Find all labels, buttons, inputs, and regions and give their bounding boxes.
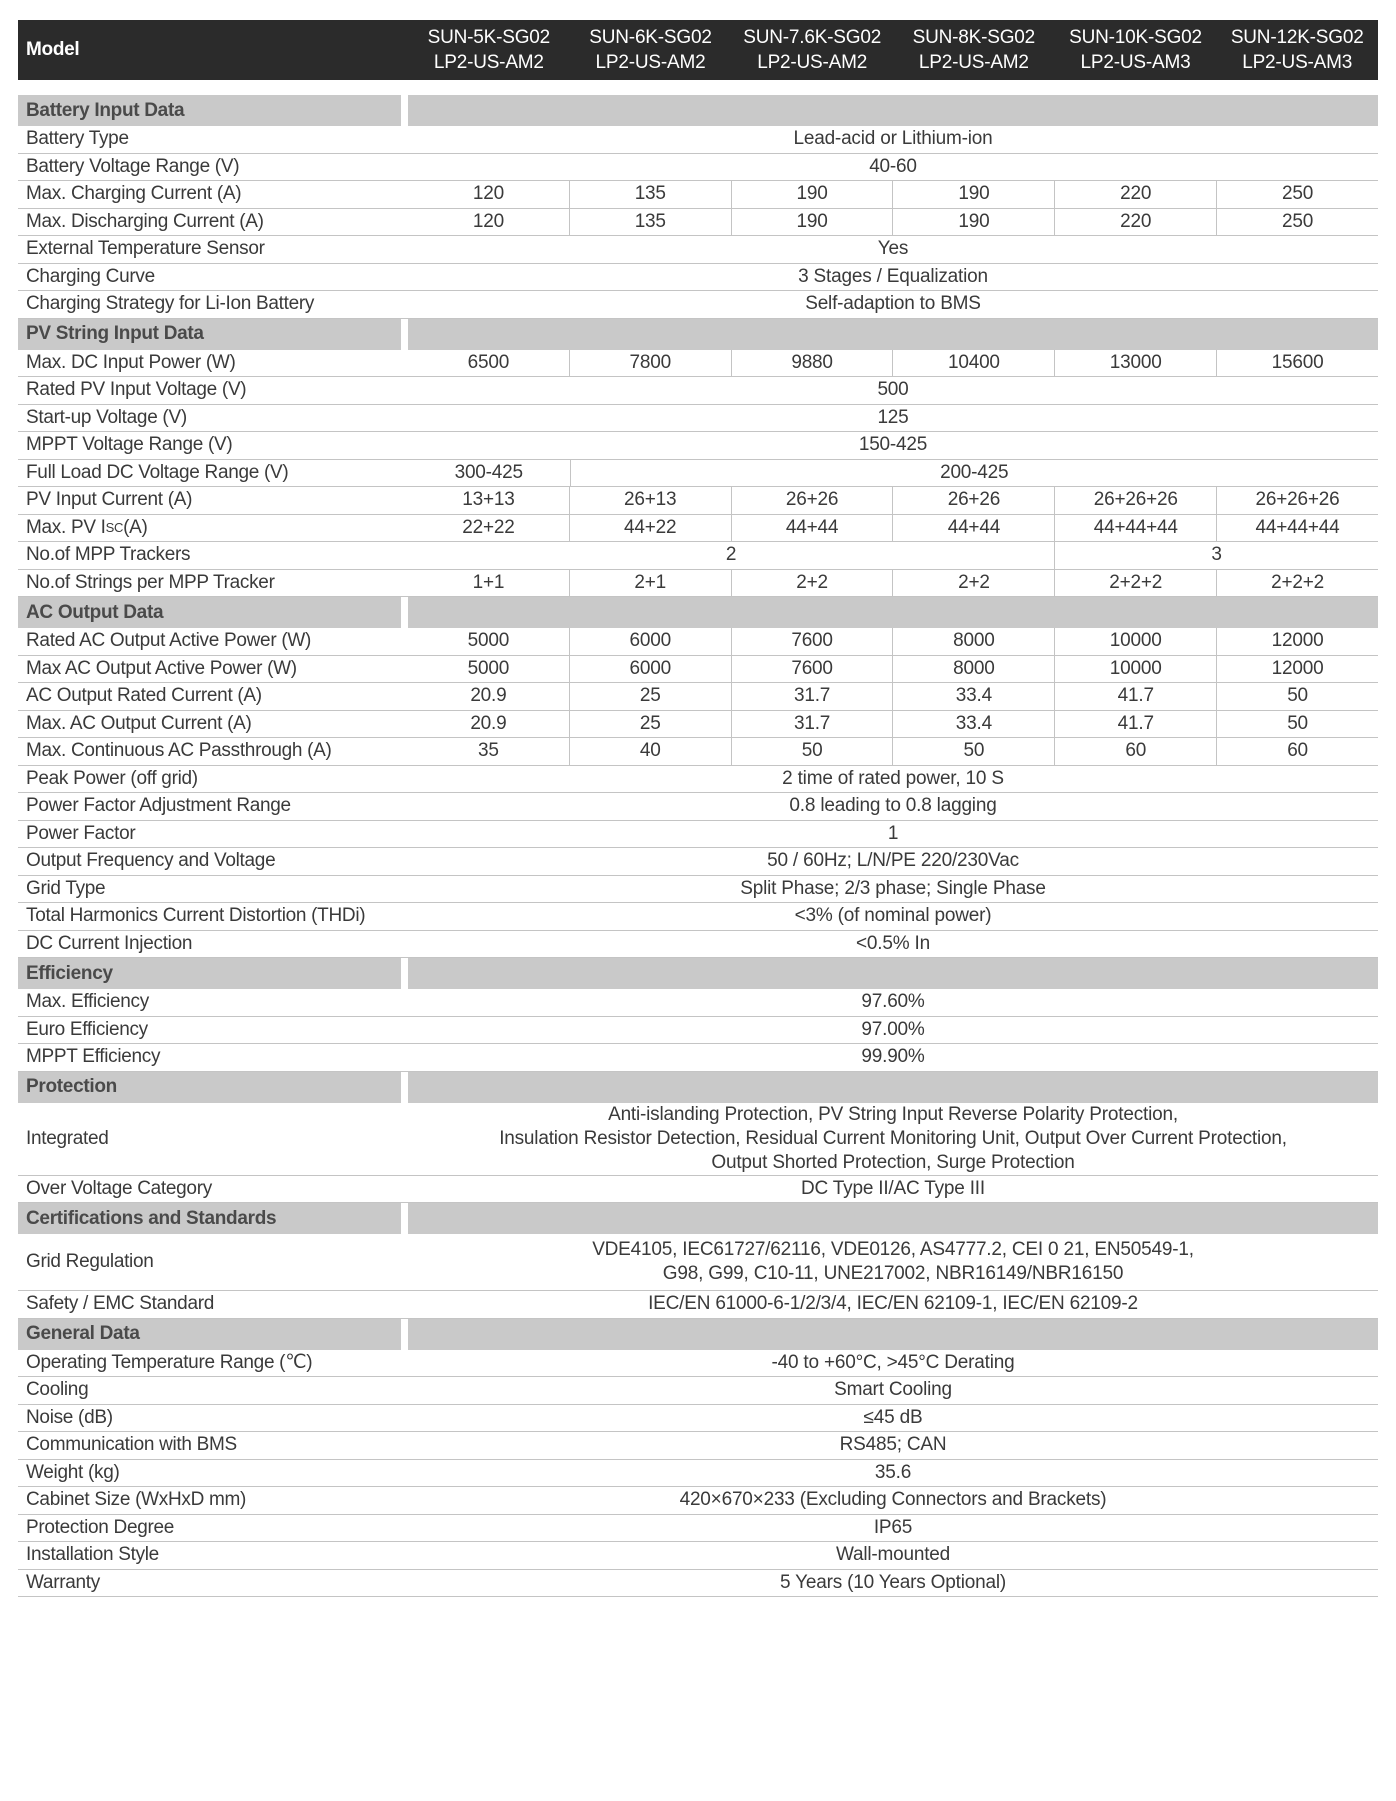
model-columns bbox=[408, 20, 1378, 80]
spec-label: Noise (dB) bbox=[26, 1406, 113, 1428]
spec-value: 97.60% bbox=[861, 991, 925, 1013]
section-header bbox=[18, 597, 1378, 628]
spec-value: 6000 bbox=[569, 628, 731, 655]
model-name-line: LP2-US-AM2 bbox=[595, 52, 706, 73]
model-name bbox=[408, 20, 570, 80]
spec-value: 5000 bbox=[467, 657, 510, 679]
spec-row bbox=[18, 154, 1378, 182]
spec-row bbox=[18, 1460, 1378, 1488]
spec-label: Max. AC Output Current (A) bbox=[26, 712, 252, 734]
spec-value: 8000 bbox=[892, 656, 1054, 683]
spec-row bbox=[18, 821, 1378, 849]
model-name-line: SUN-7.6K-SG02 bbox=[743, 27, 882, 48]
spec-value: 8000 bbox=[892, 628, 1054, 655]
spec-row bbox=[18, 931, 1378, 959]
spec-value: 190 bbox=[731, 181, 893, 208]
spec-row bbox=[18, 1044, 1378, 1072]
model-name-line: LP2-US-AM2 bbox=[433, 52, 544, 73]
spec-value: 190 bbox=[731, 209, 893, 236]
spec-row bbox=[18, 460, 1378, 488]
spec-value: 26+26+26 bbox=[1054, 487, 1216, 514]
spec-value: 1+1 bbox=[472, 571, 505, 593]
spec-value: 26+26 bbox=[892, 487, 1054, 514]
spec-value: 2+2+2 bbox=[1216, 570, 1378, 597]
spec-value: 120 bbox=[472, 183, 504, 205]
spec-row bbox=[18, 291, 1378, 319]
spec-row bbox=[18, 1542, 1378, 1570]
spec-label: Max. Continuous AC Passthrough (A) bbox=[26, 740, 332, 762]
spec-row bbox=[18, 1570, 1378, 1598]
spec-value: 500 bbox=[877, 379, 909, 401]
spec-table bbox=[18, 20, 1378, 1597]
spec-row bbox=[18, 236, 1378, 264]
spec-label: Full Load DC Voltage Range (V) bbox=[26, 461, 289, 483]
spec-row bbox=[18, 181, 1378, 209]
spec-value: 35 bbox=[478, 740, 499, 762]
section-title: Efficiency bbox=[18, 958, 401, 989]
spec-value: 50 bbox=[1216, 683, 1378, 710]
spec-value bbox=[408, 1103, 1378, 1175]
spec-rows bbox=[18, 95, 1378, 1597]
spec-label: Output Frequency and Voltage bbox=[26, 850, 276, 872]
spec-value: 150-425 bbox=[858, 434, 928, 456]
spec-value: 7800 bbox=[569, 350, 731, 377]
spec-row bbox=[18, 711, 1378, 739]
spec-label-subscript: SC bbox=[105, 520, 124, 536]
spec-value-line: Insulation Resistor Detection, Residual Current Monitoring Unit, Output Over Current Protection, bbox=[499, 1127, 1287, 1149]
spec-value: 0.8 leading to 0.8 lagging bbox=[789, 795, 997, 817]
spec-value: 13+13 bbox=[462, 489, 515, 511]
spec-value: 35.6 bbox=[874, 1461, 912, 1483]
spec-row bbox=[18, 989, 1378, 1017]
spec-label: Installation Style bbox=[26, 1544, 159, 1566]
spec-value: 50 bbox=[1216, 711, 1378, 738]
spec-row bbox=[18, 1432, 1378, 1460]
spec-value: 250 bbox=[1216, 209, 1378, 236]
spec-label: No.of Strings per MPP Tracker bbox=[26, 571, 275, 593]
spec-value-line: VDE4105, IEC61727/62116, VDE0126, AS4777.2, CEI 0 21, EN50549-1, bbox=[592, 1239, 1194, 1260]
spec-value: 420×670×233 (Excluding Connectors and Brackets) bbox=[679, 1489, 1107, 1511]
spec-value: 60 bbox=[1054, 738, 1216, 765]
spec-value: DC Type II/AC Type III bbox=[801, 1177, 985, 1199]
spec-value: 22+22 bbox=[462, 516, 515, 538]
spec-label: Total Harmonics Current Distortion (THDi) bbox=[26, 905, 366, 927]
model-header-row bbox=[18, 20, 1378, 80]
spec-label-tail: (A) bbox=[123, 516, 148, 538]
spec-label: Charging Curve bbox=[26, 265, 155, 287]
section-title: AC Output Data bbox=[18, 597, 401, 628]
spec-value: <3% (of nominal power) bbox=[794, 905, 992, 927]
spec-value: 2+2 bbox=[731, 570, 893, 597]
section-header bbox=[18, 958, 1378, 989]
spec-value: 33.4 bbox=[892, 683, 1054, 710]
spec-label: PV Input Current (A) bbox=[26, 489, 193, 511]
spec-value: 44+44+44 bbox=[1054, 515, 1216, 542]
model-label: Model bbox=[26, 39, 80, 60]
spec-value: 26+13 bbox=[569, 487, 731, 514]
spec-value: 220 bbox=[1054, 209, 1216, 236]
spec-value: 99.90% bbox=[861, 1046, 925, 1068]
spec-value: 44+22 bbox=[569, 515, 731, 542]
section-header bbox=[18, 1072, 1378, 1103]
spec-value: 13000 bbox=[1054, 350, 1216, 377]
model-name-line: SUN-6K-SG02 bbox=[589, 27, 712, 48]
model-name-line: SUN-10K-SG02 bbox=[1069, 27, 1202, 48]
spec-label: MPPT Efficiency bbox=[26, 1046, 161, 1068]
spec-label: Protection Degree bbox=[26, 1516, 175, 1538]
section-title: Protection bbox=[18, 1072, 401, 1103]
spec-value: 44+44+44 bbox=[1216, 515, 1378, 542]
spec-row bbox=[18, 766, 1378, 794]
spec-row bbox=[18, 209, 1378, 237]
spec-value-line: Anti-islanding Protection, PV String Input Reverse Polarity Protection, bbox=[608, 1103, 1178, 1125]
spec-value: 120 bbox=[472, 210, 504, 232]
spec-value: -40 to +60°C, >45°C Derating bbox=[771, 1351, 1015, 1373]
spec-value: 12000 bbox=[1216, 656, 1378, 683]
spec-value: Smart Cooling bbox=[834, 1379, 952, 1401]
spec-row bbox=[18, 1234, 1378, 1291]
spec-value: 250 bbox=[1216, 181, 1378, 208]
spec-value: 31.7 bbox=[731, 683, 893, 710]
model-name-line: SUN-12K-SG02 bbox=[1230, 27, 1364, 48]
spec-value: 60 bbox=[1216, 738, 1378, 765]
spec-value: 10400 bbox=[892, 350, 1054, 377]
spec-value: 135 bbox=[569, 209, 731, 236]
spec-label: Communication with BMS bbox=[26, 1434, 237, 1456]
spec-label: Max. Efficiency bbox=[26, 991, 149, 1013]
model-name-line: SUN-8K-SG02 bbox=[912, 27, 1036, 48]
section-title: General Data bbox=[18, 1319, 401, 1350]
model-name-line: SUN-5K-SG02 bbox=[427, 27, 551, 48]
section-title: Certifications and Standards bbox=[18, 1203, 401, 1234]
spec-value: 9880 bbox=[731, 350, 893, 377]
spec-label: AC Output Rated Current (A) bbox=[26, 685, 262, 707]
spec-value: 26+26 bbox=[731, 487, 893, 514]
spec-value: 40 bbox=[569, 738, 731, 765]
spec-value: 2 time of rated power, 10 S bbox=[782, 767, 1004, 789]
spec-value: Yes bbox=[877, 238, 909, 260]
spec-label: Integrated bbox=[26, 1127, 109, 1149]
spec-label: Warranty bbox=[26, 1571, 100, 1593]
spec-label: No.of MPP Trackers bbox=[26, 544, 191, 566]
spec-value-line: Output Shorted Protection, Surge Protection bbox=[711, 1151, 1075, 1173]
spec-row bbox=[18, 1350, 1378, 1378]
spec-value: 97.00% bbox=[861, 1018, 925, 1040]
model-name bbox=[570, 20, 732, 80]
spec-label bbox=[18, 515, 401, 542]
model-name bbox=[893, 20, 1055, 80]
spec-value: Lead-acid or Lithium-ion bbox=[793, 128, 993, 150]
section-title: PV String Input Data bbox=[18, 319, 401, 350]
spec-row bbox=[18, 126, 1378, 154]
spec-row bbox=[18, 1103, 1378, 1176]
spec-value: 300-425 bbox=[454, 461, 523, 483]
spec-label: Rated AC Output Active Power (W) bbox=[26, 630, 312, 652]
spec-row bbox=[18, 903, 1378, 931]
spec-value: 3 bbox=[1054, 542, 1378, 569]
spec-label: Rated PV Input Voltage (V) bbox=[26, 379, 247, 401]
spec-row bbox=[18, 570, 1378, 598]
spec-value: 12000 bbox=[1216, 628, 1378, 655]
spec-value bbox=[408, 1234, 1378, 1290]
spec-row bbox=[18, 683, 1378, 711]
spec-label: Grid Regulation bbox=[26, 1251, 154, 1272]
spec-label: Power Factor Adjustment Range bbox=[26, 795, 291, 817]
spec-label: MPPT Voltage Range (V) bbox=[26, 434, 233, 456]
spec-value: Split Phase; 2/3 phase; Single Phase bbox=[740, 877, 1046, 899]
spec-value: 5 Years (10 Years Optional) bbox=[780, 1571, 1006, 1593]
spec-value: 200-425 bbox=[570, 460, 1379, 487]
spec-row bbox=[18, 1017, 1378, 1045]
spec-label: Max AC Output Active Power (W) bbox=[26, 657, 297, 679]
spec-value: 10000 bbox=[1054, 628, 1216, 655]
spec-value: 20.9 bbox=[470, 685, 507, 707]
spec-value: RS485; CAN bbox=[839, 1434, 947, 1456]
spec-row bbox=[18, 1515, 1378, 1543]
spec-row bbox=[18, 628, 1378, 656]
spec-value: 44+44 bbox=[892, 515, 1054, 542]
spec-row bbox=[18, 876, 1378, 904]
spec-label: Euro Efficiency bbox=[26, 1018, 148, 1040]
spec-value: 5000 bbox=[467, 630, 510, 652]
spec-value: 7600 bbox=[731, 628, 893, 655]
model-name-line: LP2-US-AM3 bbox=[1242, 52, 1353, 73]
spec-row bbox=[18, 1405, 1378, 1433]
spec-label: External Temperature Sensor bbox=[26, 238, 265, 260]
spec-value: ≤45 dB bbox=[863, 1406, 923, 1428]
spec-value: 190 bbox=[892, 181, 1054, 208]
spec-row bbox=[18, 1377, 1378, 1405]
spec-label: Grid Type bbox=[26, 877, 106, 899]
spec-value: 50 bbox=[892, 738, 1054, 765]
spec-value: 40-60 bbox=[869, 155, 917, 177]
spec-label: Battery Voltage Range (V) bbox=[26, 155, 240, 177]
spec-value: 10000 bbox=[1054, 656, 1216, 683]
model-name bbox=[1216, 20, 1378, 80]
spec-label: Power Factor bbox=[26, 822, 136, 844]
spec-value: 31.7 bbox=[731, 711, 893, 738]
spec-value: 2 bbox=[725, 544, 737, 566]
spec-value: Self-adaption to BMS bbox=[805, 293, 981, 315]
section-header bbox=[18, 95, 1378, 126]
spec-value: 50 bbox=[731, 738, 893, 765]
model-name-line: LP2-US-AM3 bbox=[1080, 52, 1191, 73]
spec-value: 190 bbox=[892, 209, 1054, 236]
spec-row bbox=[18, 1176, 1378, 1204]
spec-label: Max. DC Input Power (W) bbox=[26, 351, 236, 373]
spec-row bbox=[18, 848, 1378, 876]
spec-value-line: G98, G99, C10-11, UNE217002, NBR16149/NBR16150 bbox=[662, 1263, 1124, 1284]
spec-value: 26+26+26 bbox=[1216, 487, 1378, 514]
spec-row bbox=[18, 350, 1378, 378]
spec-value: 7600 bbox=[731, 656, 893, 683]
spec-row bbox=[18, 264, 1378, 292]
spec-value: 15600 bbox=[1216, 350, 1378, 377]
spec-value: 6000 bbox=[569, 656, 731, 683]
spec-value: 6500 bbox=[467, 351, 510, 373]
spec-value: 20.9 bbox=[470, 712, 507, 734]
spec-label: DC Current Injection bbox=[26, 932, 193, 954]
spec-row bbox=[18, 1487, 1378, 1515]
spec-label: Max. Discharging Current (A) bbox=[26, 210, 264, 232]
spec-row bbox=[18, 1291, 1378, 1319]
spec-label: Operating Temperature Range (℃) bbox=[26, 1352, 313, 1374]
spec-value: 220 bbox=[1054, 181, 1216, 208]
spec-label: Safety / EMC Standard bbox=[26, 1293, 215, 1315]
spec-label: Cooling bbox=[26, 1379, 89, 1401]
spec-value: 41.7 bbox=[1054, 683, 1216, 710]
spec-value: IEC/EN 61000-6-1/2/3/4, IEC/EN 62109-1, IEC/EN 62109-2 bbox=[648, 1293, 1138, 1315]
spec-value: 50 / 60Hz; L/N/PE 220/230Vac bbox=[767, 850, 1019, 872]
spec-row bbox=[18, 377, 1378, 405]
spec-label: Peak Power (off grid) bbox=[26, 767, 198, 789]
spec-label-text: Max. PV I bbox=[26, 516, 106, 538]
model-name bbox=[731, 20, 893, 80]
spec-row bbox=[18, 405, 1378, 433]
spec-value: 2+1 bbox=[569, 570, 731, 597]
spec-value: 125 bbox=[877, 406, 909, 428]
spec-value: 33.4 bbox=[892, 711, 1054, 738]
spec-value: 2+2+2 bbox=[1054, 570, 1216, 597]
spec-label: Max. Charging Current (A) bbox=[26, 183, 242, 205]
spec-label: Charging Strategy for Li-Ion Battery bbox=[26, 293, 315, 315]
section-header bbox=[18, 319, 1378, 350]
spec-value: Wall-mounted bbox=[835, 1544, 951, 1566]
spec-value: 41.7 bbox=[1054, 711, 1216, 738]
spec-value: 2+2 bbox=[892, 570, 1054, 597]
spec-row bbox=[18, 487, 1378, 515]
spec-value: 1 bbox=[887, 822, 899, 844]
spec-row bbox=[18, 738, 1378, 766]
spec-value: 135 bbox=[569, 181, 731, 208]
model-name-line: LP2-US-AM2 bbox=[918, 52, 1029, 73]
spec-value: 3 Stages / Equalization bbox=[798, 265, 988, 287]
spec-row bbox=[18, 793, 1378, 821]
spec-label: Start-up Voltage (V) bbox=[26, 406, 187, 428]
spec-row bbox=[18, 656, 1378, 684]
spec-label: Battery Type bbox=[26, 128, 129, 150]
spec-value: <0.5% In bbox=[856, 932, 930, 954]
spec-label: Over Voltage Category bbox=[26, 1177, 212, 1199]
model-name bbox=[1055, 20, 1217, 80]
spec-value: 44+44 bbox=[731, 515, 893, 542]
spec-label: Weight (kg) bbox=[26, 1461, 120, 1483]
model-name-line: LP2-US-AM2 bbox=[757, 52, 868, 73]
spec-value: 25 bbox=[569, 683, 731, 710]
section-header bbox=[18, 1319, 1378, 1350]
section-title: Battery Input Data bbox=[18, 95, 401, 126]
spec-row bbox=[18, 432, 1378, 460]
spec-row bbox=[18, 515, 1378, 543]
spec-value: IP65 bbox=[873, 1516, 913, 1538]
section-header bbox=[18, 1203, 1378, 1234]
spec-label: Cabinet Size (WxHxD mm) bbox=[26, 1489, 247, 1511]
spec-value: 25 bbox=[569, 711, 731, 738]
spec-row bbox=[18, 542, 1378, 570]
